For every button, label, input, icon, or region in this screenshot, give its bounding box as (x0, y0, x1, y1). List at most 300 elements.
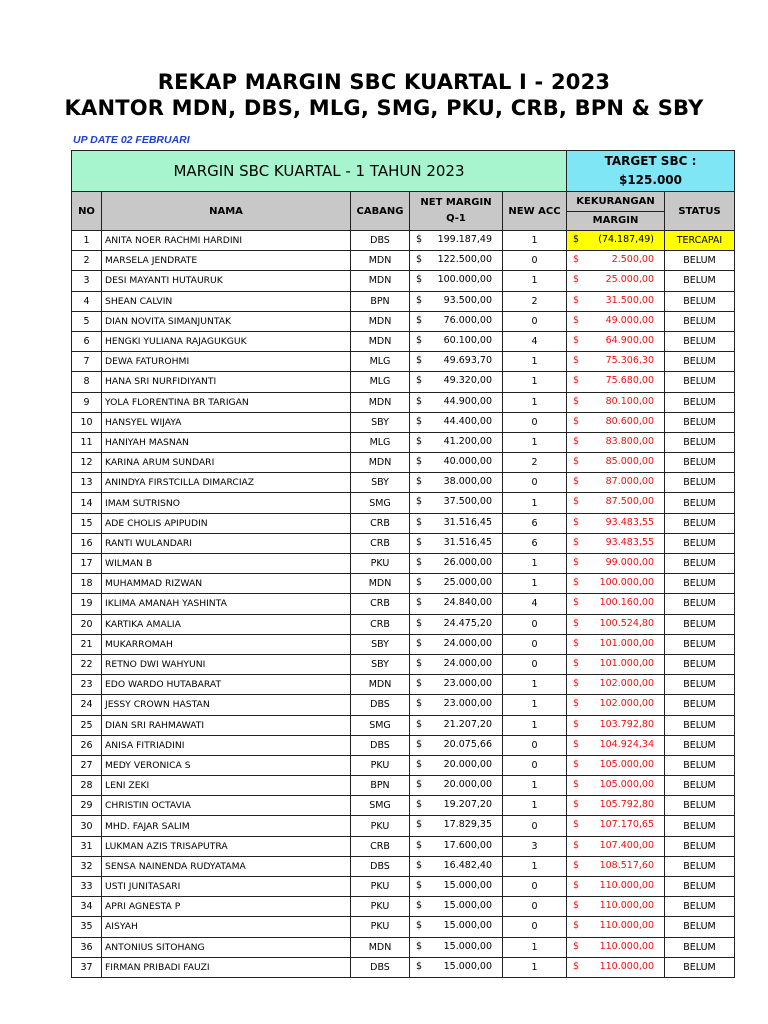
kekurangan-value: 99.000,00 (605, 557, 654, 568)
currency-symbol: $ (573, 657, 580, 669)
currency-symbol: $ (416, 859, 423, 871)
cell-cabang: PKU (351, 917, 410, 937)
cell-status: BELUM (665, 776, 735, 796)
kekurangan-value: 31.500,00 (605, 294, 654, 306)
table-row (72, 311, 735, 331)
kekurangan-value: 101.000,00 (599, 657, 654, 669)
cell-no: 15 (72, 513, 102, 533)
cell-no: 34 (72, 897, 102, 917)
cell-nama: DIAN NOVITA SIMANJUNTAK (102, 311, 351, 331)
cell-net-margin (410, 776, 503, 796)
cell-no: 27 (72, 755, 102, 775)
col-status-header: STATUS (665, 192, 735, 231)
net-margin-value: 16.482,40 (443, 859, 492, 871)
cell-kekurangan (567, 392, 665, 412)
net-margin-value: 100.000,00 (437, 274, 492, 286)
cell-net-margin (410, 574, 503, 594)
cell-new-acc: 1 (503, 271, 567, 291)
cell-net-margin (410, 493, 503, 513)
table-row (72, 776, 735, 796)
cell-net-margin (410, 291, 503, 311)
cell-net-margin (410, 715, 503, 735)
cell-cabang: DBS (351, 856, 410, 876)
cell-status: BELUM (665, 473, 735, 493)
cell-cabang: CRB (351, 836, 410, 856)
cell-net-margin (410, 432, 503, 452)
cell-status: BELUM (665, 432, 735, 452)
kekurangan-value: 75.306,30 (605, 355, 654, 367)
table-row (72, 574, 735, 594)
cell-no: 6 (72, 331, 102, 351)
report-title: REKAP MARGIN SBC KUARTAL I - 2023 (157, 70, 611, 94)
cell-cabang: DBS (351, 695, 410, 715)
currency-symbol: $ (573, 718, 580, 730)
kekurangan-value: 80.600,00 (605, 415, 654, 427)
table-row (72, 836, 735, 856)
net-margin-value: 24.475,20 (443, 617, 492, 629)
table-row (72, 937, 735, 957)
kekurangan-value: 93.483,55 (605, 536, 654, 548)
cell-no: 33 (72, 877, 102, 897)
table-row (72, 877, 735, 897)
cell-net-margin (410, 836, 503, 856)
cell-status: BELUM (665, 917, 735, 937)
cell-nama: MEDY VERONICA S (102, 755, 351, 775)
cell-new-acc: 1 (503, 957, 567, 977)
table-row (72, 493, 735, 513)
cell-no: 24 (72, 695, 102, 715)
currency-symbol: $ (573, 819, 580, 831)
currency-symbol: $ (416, 375, 423, 387)
currency-symbol: $ (416, 718, 423, 730)
cell-new-acc: 1 (503, 796, 567, 816)
cell-new-acc: 0 (503, 735, 567, 755)
currency-symbol: $ (573, 758, 580, 770)
currency-symbol: $ (573, 617, 580, 629)
cell-status: BELUM (665, 513, 735, 533)
cell-no: 23 (72, 675, 102, 695)
cell-status: BELUM (665, 957, 735, 977)
cell-net-margin (410, 614, 503, 634)
currency-symbol: $ (573, 415, 580, 427)
cell-kekurangan (567, 453, 665, 473)
cell-kekurangan (567, 856, 665, 876)
cell-no: 11 (72, 432, 102, 452)
table-row (72, 291, 735, 311)
cell-kekurangan (567, 675, 665, 695)
kekurangan-value: 105.792,80 (599, 799, 654, 811)
cell-net-margin (410, 937, 503, 957)
cell-status: BELUM (665, 352, 735, 372)
currency-symbol: $ (416, 637, 423, 649)
cell-no: 18 (72, 574, 102, 594)
net-margin-value: 37.500,00 (443, 496, 492, 508)
table-row (72, 957, 735, 977)
cell-net-margin (410, 735, 503, 755)
table-row (72, 251, 735, 271)
main-header: MARGIN SBC KUARTAL - 1 TAHUN 2023 (72, 151, 567, 192)
table-row (72, 554, 735, 574)
cell-net-margin (410, 231, 503, 251)
cell-net-margin (410, 957, 503, 977)
cell-nama: JESSY CROWN HASTAN (102, 695, 351, 715)
cell-no: 36 (72, 937, 102, 957)
cell-new-acc: 1 (503, 715, 567, 735)
cell-nama: RANTI WULANDARI (102, 533, 351, 553)
currency-symbol: $ (573, 859, 580, 871)
net-margin-value: 49.693,70 (443, 355, 492, 367)
cell-cabang: SMG (351, 493, 410, 513)
cell-new-acc: 1 (503, 231, 567, 251)
cell-cabang: DBS (351, 735, 410, 755)
cell-new-acc: 6 (503, 533, 567, 553)
cell-new-acc: 1 (503, 695, 567, 715)
cell-nama: MARSELA JENDRATE (102, 251, 351, 271)
currency-symbol: $ (416, 799, 423, 811)
cell-kekurangan (567, 271, 665, 291)
table-row (72, 654, 735, 674)
kekurangan-value: 85.000,00 (605, 456, 654, 468)
cell-kekurangan (567, 634, 665, 654)
cell-nama: FIRMAN PRIBADI FAUZI (102, 957, 351, 977)
cell-new-acc: 0 (503, 634, 567, 654)
cell-status: BELUM (665, 453, 735, 473)
currency-symbol: $ (416, 476, 423, 488)
table-row (72, 432, 735, 452)
currency-symbol: $ (416, 496, 423, 508)
kekurangan-value: 105.000,00 (599, 758, 654, 770)
cell-nama: DIAN SRI RAHMAWATI (102, 715, 351, 735)
cell-cabang: SBY (351, 654, 410, 674)
cell-no: 10 (72, 412, 102, 432)
currency-symbol: $ (416, 698, 423, 710)
cell-net-margin (410, 877, 503, 897)
cell-kekurangan (567, 594, 665, 614)
currency-symbol: $ (573, 294, 580, 306)
kekurangan-value: 107.170,65 (599, 819, 654, 831)
cell-new-acc: 0 (503, 614, 567, 634)
currency-symbol: $ (573, 738, 580, 750)
kekurangan-value: 101.000,00 (599, 637, 654, 649)
cell-cabang: SBY (351, 634, 410, 654)
cell-net-margin (410, 412, 503, 432)
net-margin-value: 15.000,00 (443, 960, 492, 972)
cell-no: 30 (72, 816, 102, 836)
cell-kekurangan (567, 574, 665, 594)
currency-symbol: $ (573, 395, 580, 407)
cell-no: 25 (72, 715, 102, 735)
net-margin-value: 25.000,00 (443, 577, 492, 589)
cell-no: 12 (72, 453, 102, 473)
cell-cabang: PKU (351, 816, 410, 836)
net-margin-value: 24.000,00 (443, 657, 492, 669)
cell-nama: KARTIKA AMALIA (102, 614, 351, 634)
cell-status: BELUM (665, 695, 735, 715)
kekurangan-value: 100.524,80 (599, 617, 654, 629)
cell-cabang: CRB (351, 614, 410, 634)
cell-no: 3 (72, 271, 102, 291)
kekurangan-value: 49.000,00 (605, 314, 654, 326)
kekurangan-value: (74.187,49) (598, 234, 654, 245)
net-margin-value: 38.000,00 (443, 476, 492, 488)
cell-status: BELUM (665, 654, 735, 674)
cell-kekurangan (567, 311, 665, 331)
cell-cabang: CRB (351, 533, 410, 553)
cell-cabang: DBS (351, 957, 410, 977)
net-margin-value: 19.207,20 (443, 799, 492, 811)
cell-status: BELUM (665, 856, 735, 876)
cell-kekurangan (567, 493, 665, 513)
cell-cabang: PKU (351, 755, 410, 775)
report-subtitle: KANTOR MDN, DBS, MLG, SMG, PKU, CRB, BPN & SBY (64, 96, 704, 120)
cell-no: 14 (72, 493, 102, 513)
table-row (72, 473, 735, 493)
cell-no: 9 (72, 392, 102, 412)
cell-cabang: MLG (351, 432, 410, 452)
currency-symbol: $ (573, 839, 580, 851)
cell-status: BELUM (665, 937, 735, 957)
cell-cabang: BPN (351, 776, 410, 796)
cell-new-acc: 1 (503, 392, 567, 412)
cell-kekurangan (567, 715, 665, 735)
currency-symbol: $ (416, 839, 423, 851)
currency-symbol: $ (573, 334, 580, 346)
kekurangan-value: 108.517,60 (599, 859, 654, 871)
update-label: UP DATE 02 FEBRUARI (73, 134, 190, 146)
net-margin-value: 40.000,00 (443, 456, 492, 468)
cell-new-acc: 4 (503, 594, 567, 614)
cell-net-margin (410, 675, 503, 695)
cell-status: TERCAPAI (665, 231, 735, 251)
table-row (72, 897, 735, 917)
cell-new-acc: 1 (503, 675, 567, 695)
kekurangan-value: 107.400,00 (599, 839, 654, 851)
cell-kekurangan (567, 836, 665, 856)
cell-nama: MUKARROMAH (102, 634, 351, 654)
cell-nama: ANINDYA FIRSTCILLA DIMARCIAZ (102, 473, 351, 493)
cell-kekurangan (567, 796, 665, 816)
cell-new-acc: 1 (503, 372, 567, 392)
kekurangan-value: 104.924,34 (599, 738, 654, 750)
cell-new-acc: 0 (503, 251, 567, 271)
cell-cabang: MDN (351, 251, 410, 271)
currency-symbol: $ (416, 314, 423, 326)
cell-status: BELUM (665, 715, 735, 735)
cell-nama: SHEAN CALVIN (102, 291, 351, 311)
cell-kekurangan (567, 533, 665, 553)
cell-kekurangan (567, 473, 665, 493)
kekurangan-value: 100.160,00 (599, 597, 654, 609)
cell-no: 28 (72, 776, 102, 796)
currency-symbol: $ (573, 779, 580, 791)
cell-status: BELUM (665, 311, 735, 331)
cell-net-margin (410, 331, 503, 351)
currency-symbol: $ (416, 415, 423, 427)
currency-symbol: $ (416, 900, 423, 912)
kekurangan-value: 103.792,80 (599, 718, 654, 730)
cell-status: BELUM (665, 594, 735, 614)
cell-net-margin (410, 856, 503, 876)
cell-new-acc: 1 (503, 937, 567, 957)
currency-symbol: $ (416, 577, 423, 589)
kekurangan-value: 110.000,00 (599, 880, 654, 891)
cell-nama: DESI MAYANTI HUTAURUK (102, 271, 351, 291)
cell-kekurangan (567, 614, 665, 634)
currency-symbol: $ (573, 577, 580, 589)
currency-symbol: $ (416, 940, 423, 952)
cell-status: BELUM (665, 392, 735, 412)
currency-symbol: $ (573, 557, 580, 568)
cell-net-margin (410, 251, 503, 271)
currency-symbol: $ (416, 657, 423, 669)
cell-kekurangan (567, 513, 665, 533)
cell-cabang: MDN (351, 574, 410, 594)
cell-cabang: MLG (351, 372, 410, 392)
kekurangan-value: 110.000,00 (599, 940, 654, 952)
cell-net-margin (410, 755, 503, 775)
cell-nama: EDO WARDO HUTABARAT (102, 675, 351, 695)
cell-new-acc: 1 (503, 856, 567, 876)
cell-new-acc: 0 (503, 897, 567, 917)
col-margin-header: MARGIN (567, 211, 665, 231)
cell-kekurangan (567, 554, 665, 574)
cell-no: 32 (72, 856, 102, 876)
cell-nama: LENI ZEKI (102, 776, 351, 796)
cell-new-acc: 1 (503, 574, 567, 594)
kekurangan-value: 80.100,00 (605, 395, 654, 407)
cell-kekurangan (567, 816, 665, 836)
col-net-margin-header (410, 192, 503, 231)
cell-kekurangan (567, 695, 665, 715)
cell-net-margin (410, 533, 503, 553)
net-margin-value: 60.100,00 (443, 334, 492, 346)
cell-nama: AISYAH (102, 917, 351, 937)
cell-net-margin (410, 554, 503, 574)
cell-net-margin (410, 271, 503, 291)
cell-kekurangan (567, 291, 665, 311)
net-margin-value: 21.207,20 (443, 718, 492, 730)
table-row (72, 675, 735, 695)
cell-status: BELUM (665, 372, 735, 392)
cell-kekurangan (567, 735, 665, 755)
currency-symbol: $ (573, 920, 580, 932)
table-row (72, 735, 735, 755)
cell-net-margin (410, 392, 503, 412)
cell-new-acc: 0 (503, 654, 567, 674)
currency-symbol: $ (573, 698, 580, 710)
net-margin-label: NET MARGIN (420, 197, 492, 208)
currency-symbol: $ (416, 355, 423, 367)
cell-net-margin (410, 352, 503, 372)
table-row (72, 614, 735, 634)
cell-no: 8 (72, 372, 102, 392)
cell-net-margin (410, 897, 503, 917)
cell-kekurangan (567, 957, 665, 977)
cell-nama: MHD. FAJAR SALIM (102, 816, 351, 836)
cell-status: BELUM (665, 675, 735, 695)
net-margin-value: 199.187,49 (437, 234, 492, 245)
cell-nama: LUKMAN AZIS TRISAPUTRA (102, 836, 351, 856)
currency-symbol: $ (573, 234, 580, 245)
cell-cabang: MDN (351, 453, 410, 473)
cell-kekurangan (567, 432, 665, 452)
currency-symbol: $ (573, 456, 580, 468)
net-margin-value: 20.000,00 (443, 779, 492, 791)
col-new-acc-header: NEW ACC (503, 192, 567, 231)
cell-nama: HANSYEL WIJAYA (102, 412, 351, 432)
cell-kekurangan (567, 897, 665, 917)
currency-symbol: $ (416, 516, 423, 528)
net-margin-value: 76.000,00 (443, 314, 492, 326)
cell-cabang: MLG (351, 352, 410, 372)
net-margin-value: 122.500,00 (437, 254, 492, 266)
cell-status: BELUM (665, 614, 735, 634)
currency-symbol: $ (573, 314, 580, 326)
table-row (72, 594, 735, 614)
currency-symbol: $ (573, 254, 580, 266)
kekurangan-value: 102.000,00 (599, 678, 654, 690)
table-row (72, 533, 735, 553)
cell-kekurangan (567, 917, 665, 937)
kekurangan-value: 25.000,00 (605, 274, 654, 286)
table-row (72, 412, 735, 432)
col-nama-header: NAMA (102, 192, 351, 231)
cell-net-margin (410, 917, 503, 937)
cell-kekurangan (567, 231, 665, 251)
cell-new-acc: 1 (503, 352, 567, 372)
cell-cabang: MDN (351, 311, 410, 331)
cell-kekurangan (567, 755, 665, 775)
cell-nama: HANA SRI NURFIDIYANTI (102, 372, 351, 392)
currency-symbol: $ (416, 254, 423, 266)
currency-symbol: $ (416, 880, 423, 891)
cell-net-margin (410, 594, 503, 614)
kekurangan-value: 110.000,00 (599, 960, 654, 972)
cell-new-acc: 0 (503, 877, 567, 897)
cell-nama: APRI AGNESTA P (102, 897, 351, 917)
net-margin-value: 20.000,00 (443, 758, 492, 770)
currency-symbol: $ (416, 557, 423, 568)
cell-kekurangan (567, 251, 665, 271)
table-row (72, 453, 735, 473)
cell-new-acc: 1 (503, 554, 567, 574)
currency-symbol: $ (573, 476, 580, 488)
cell-status: BELUM (665, 251, 735, 271)
kekurangan-value: 87.000,00 (605, 476, 654, 488)
currency-symbol: $ (573, 678, 580, 690)
currency-symbol: $ (573, 880, 580, 891)
margin-table (71, 150, 735, 978)
cell-kekurangan (567, 331, 665, 351)
col-cabang-header: CABANG (351, 192, 410, 231)
cell-cabang: PKU (351, 877, 410, 897)
cell-status: BELUM (665, 755, 735, 775)
cell-cabang: MDN (351, 675, 410, 695)
cell-nama: MUHAMMAD RIZWAN (102, 574, 351, 594)
cell-net-margin (410, 453, 503, 473)
kekurangan-value: 2.500,00 (611, 254, 654, 266)
cell-cabang: PKU (351, 554, 410, 574)
table-row (72, 755, 735, 775)
currency-symbol: $ (573, 375, 580, 387)
cell-cabang: MDN (351, 392, 410, 412)
cell-no: 16 (72, 533, 102, 553)
cell-no: 37 (72, 957, 102, 977)
cell-no: 19 (72, 594, 102, 614)
net-margin-value: 24.000,00 (443, 637, 492, 649)
cell-cabang: SBY (351, 412, 410, 432)
currency-symbol: $ (573, 274, 580, 286)
